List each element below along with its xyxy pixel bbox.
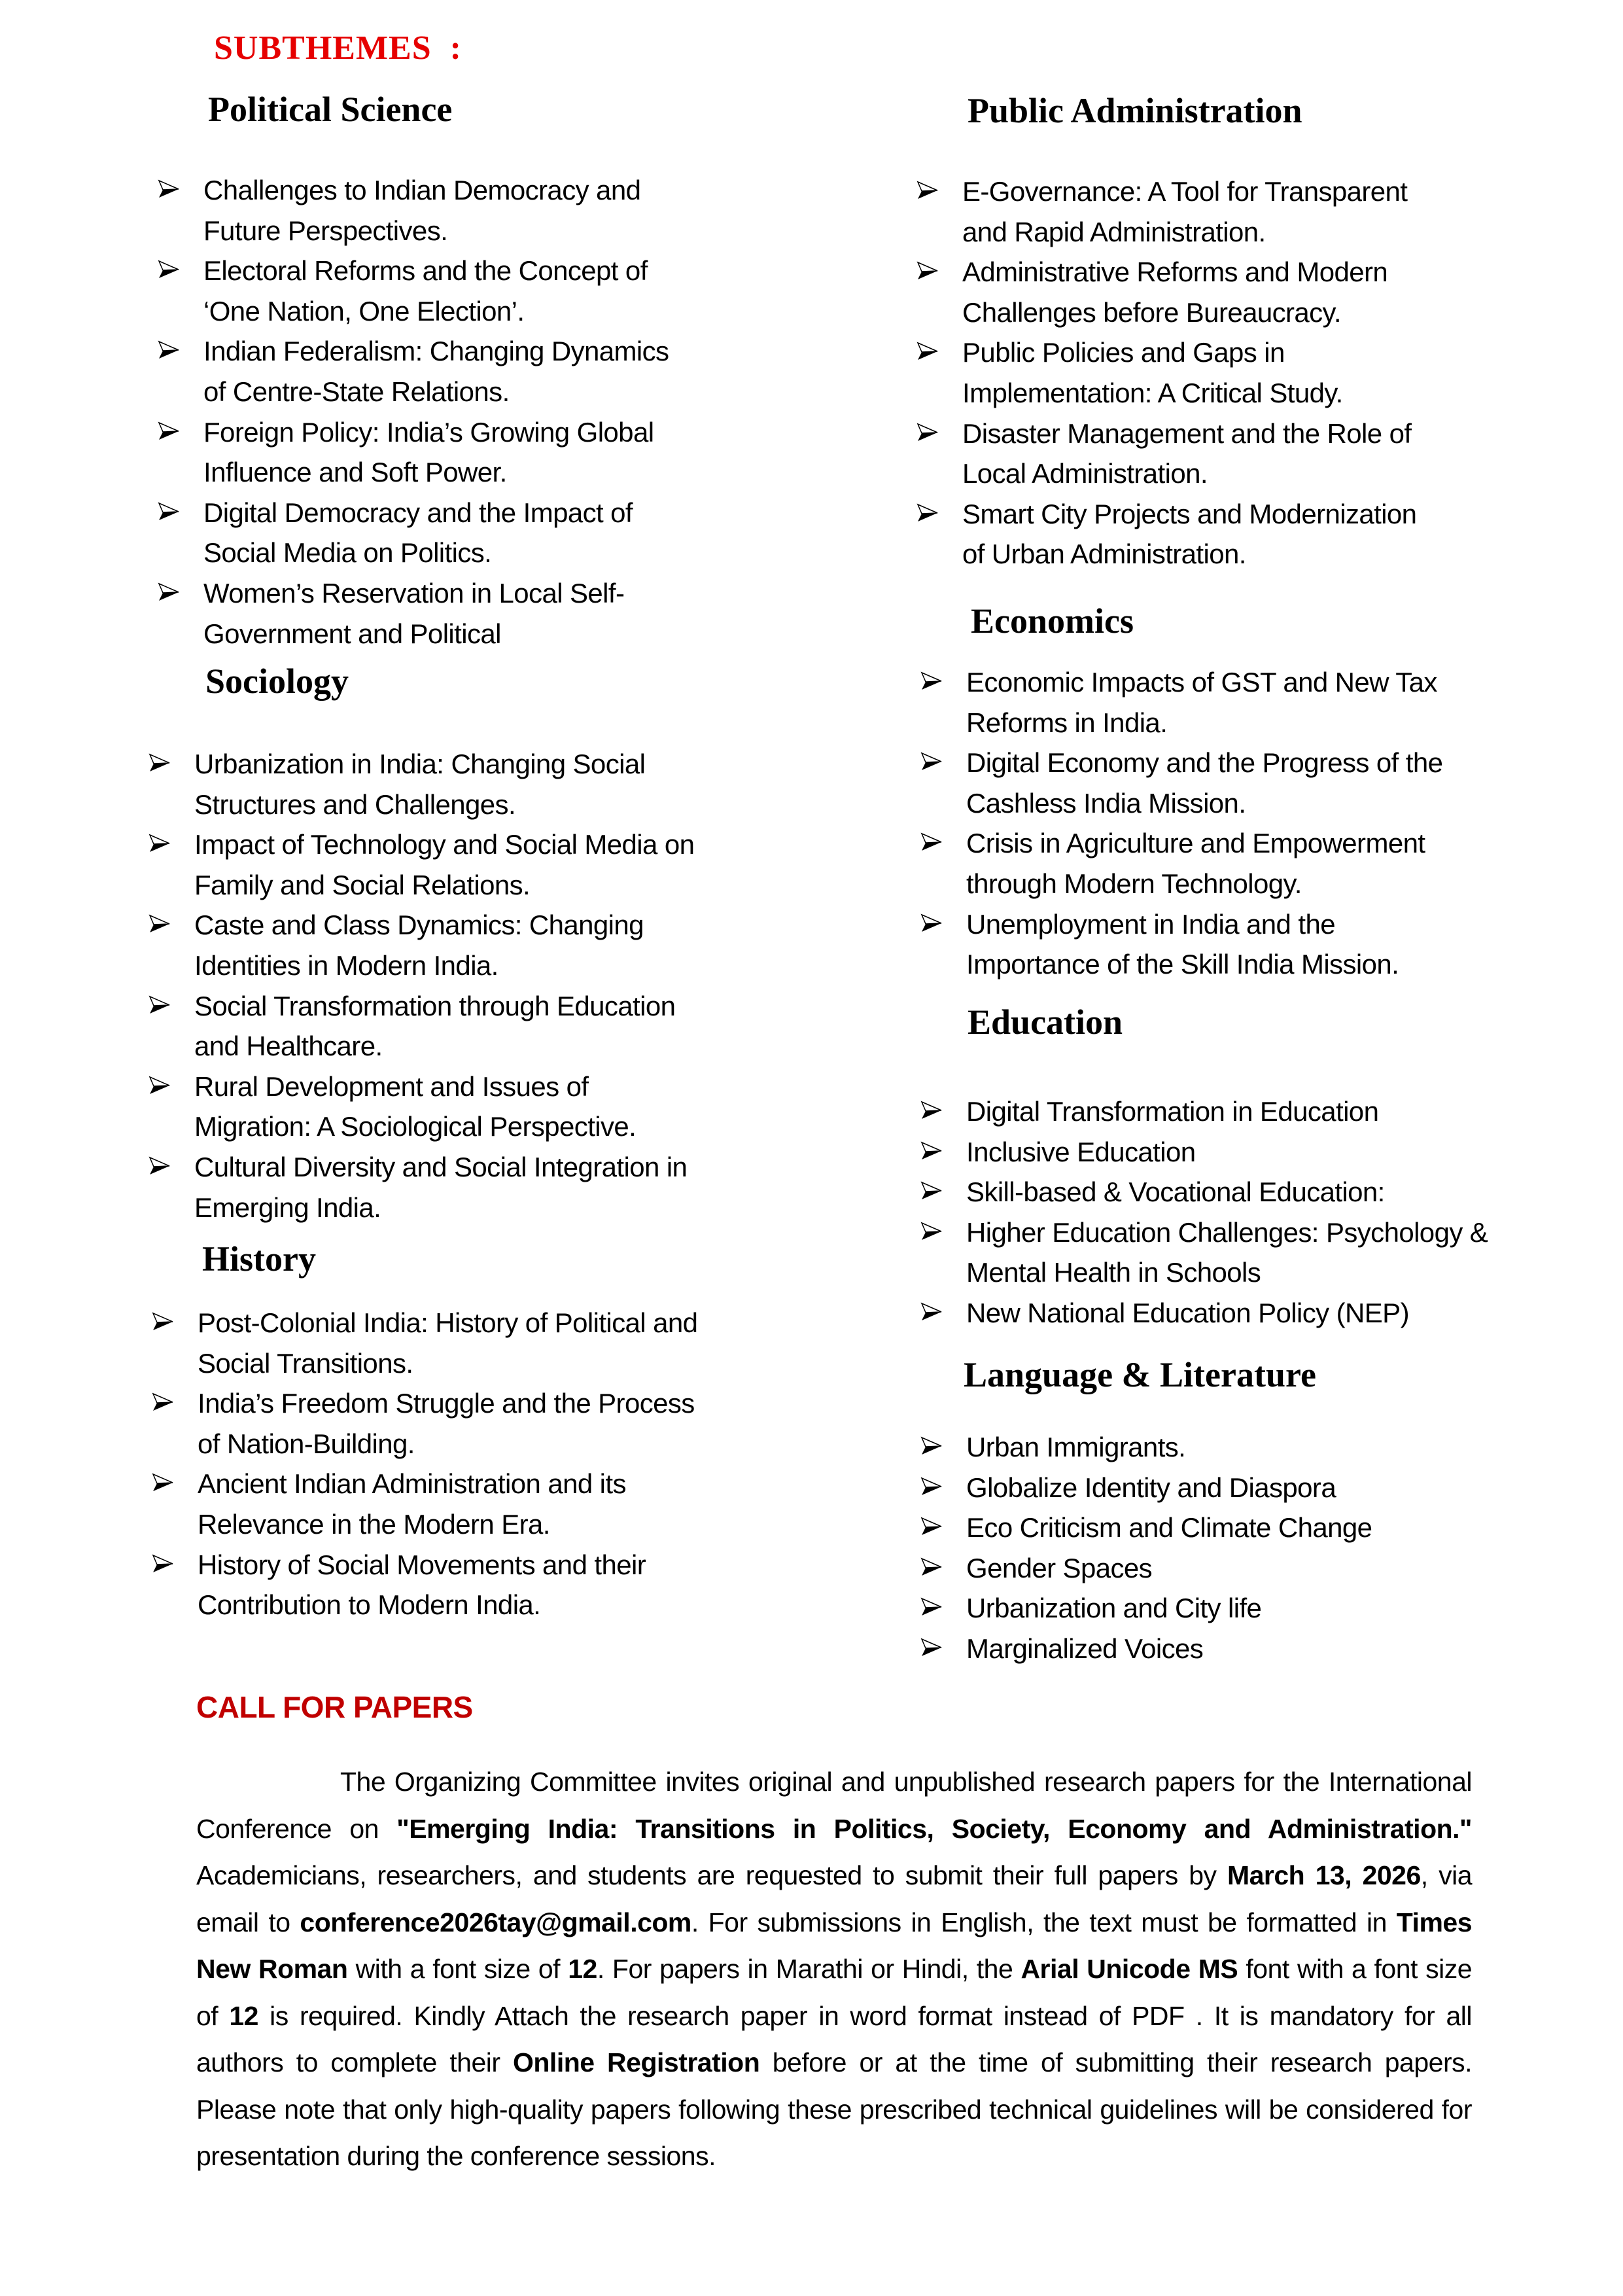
list-item-text: Urbanization and City life xyxy=(966,1593,1262,1624)
list-item-text: Post-Colonial India: History of Political and xyxy=(198,1307,698,1338)
list-item-text: Women’s Reservation in Local Self- xyxy=(203,577,625,609)
list-item-text: ‘One Nation, One Election’. xyxy=(203,295,525,327)
emphasis-text: conference2026tay@gmail.com xyxy=(300,1907,691,1937)
arrow-bullet-icon xyxy=(920,1302,943,1322)
list-item xyxy=(152,1545,839,1625)
paragraph-text: is required. Kindly Attach the research paper in word format instead of PDF . It is mandatory for all authors to complete their xyxy=(196,2000,1472,2077)
arrow-bullet-icon xyxy=(920,913,943,933)
emphasis-text: Times New Roman xyxy=(196,1907,1473,1984)
list-item-text: Impact of Technology and Social Media on xyxy=(194,829,695,860)
list-item-text: Implementation: A Critical Study. xyxy=(962,377,1343,408)
list-economics xyxy=(920,662,1607,985)
arrow-bullet-icon xyxy=(916,342,939,361)
list-item-text: Digital Transformation in Education xyxy=(966,1096,1379,1127)
list-item-text: Challenges before Bureaucracy. xyxy=(962,296,1341,328)
list-item-text: Emerging India. xyxy=(194,1192,381,1223)
list-item-text: Identities in Modern India. xyxy=(194,949,498,981)
list-item-text: Disaster Management and the Role of xyxy=(962,417,1412,449)
heading-history: History xyxy=(202,1239,316,1279)
list-item-text: Unemployment in India and the xyxy=(966,908,1335,940)
list-item xyxy=(920,1629,1607,1669)
arrow-bullet-icon xyxy=(920,1181,943,1201)
list-history xyxy=(152,1303,839,1625)
arrow-bullet-icon xyxy=(920,1436,943,1456)
list-item-text: Family and Social Relations. xyxy=(194,869,531,900)
list-item-text: of Urban Administration. xyxy=(962,539,1246,570)
list-item xyxy=(916,252,1571,332)
arrow-bullet-icon xyxy=(920,1101,943,1120)
list-item xyxy=(158,493,812,573)
arrow-bullet-icon xyxy=(148,914,171,934)
list-item-text: Gender Spaces xyxy=(966,1552,1153,1583)
list-item-text: Importance of the Skill India Mission. xyxy=(966,949,1399,980)
list-education xyxy=(920,1091,1607,1333)
subthemes-title: SUBTHEMES : xyxy=(214,29,462,67)
list-item xyxy=(920,1548,1607,1589)
heading-public-administration: Public Administration xyxy=(968,91,1302,130)
list-item xyxy=(916,414,1571,494)
emphasis-text: Online Registration xyxy=(513,2047,760,2077)
list-item-text: Cashless India Mission. xyxy=(966,787,1246,819)
emphasis-text: 12 xyxy=(229,2000,258,2031)
list-item xyxy=(148,824,835,905)
list-item-text: of Centre-State Relations. xyxy=(203,376,510,407)
list-item xyxy=(158,251,812,331)
list-item-text: Economic Impacts of GST and New Tax xyxy=(966,667,1437,698)
list-item xyxy=(920,1508,1607,1548)
arrow-bullet-icon xyxy=(158,340,180,360)
paragraph-text: font with a font size of xyxy=(196,1954,1473,2031)
list-item-text: of Nation-Building. xyxy=(198,1428,415,1459)
list-item-text: Government and Political xyxy=(203,618,501,649)
list-public-administration xyxy=(916,171,1571,574)
list-item-text: Digital Democracy and the Impact of xyxy=(203,497,633,528)
list-item xyxy=(920,1427,1607,1468)
arrow-bullet-icon xyxy=(148,1076,171,1095)
list-political-science xyxy=(158,170,812,654)
arrow-bullet-icon xyxy=(920,1222,943,1241)
arrow-bullet-icon xyxy=(158,502,180,521)
list-item-text: and Rapid Administration. xyxy=(962,216,1266,247)
emphasis-text: March 13, 2026 xyxy=(1227,1860,1421,1890)
list-item xyxy=(920,1172,1607,1212)
list-item-text: E-Governance: A Tool for Transparent xyxy=(962,176,1408,207)
list-item-text: Urban Immigrants. xyxy=(966,1432,1186,1462)
list-item-text: Foreign Policy: India’s Growing Global xyxy=(203,416,654,448)
heading-education: Education xyxy=(968,1002,1123,1042)
list-item xyxy=(920,1132,1607,1173)
list-item-text: Migration: A Sociological Perspective. xyxy=(194,1111,637,1142)
list-item-text: Globalize Identity and Diaspora xyxy=(966,1472,1336,1503)
list-item xyxy=(148,1147,835,1227)
list-item-text: Eco Criticism and Climate Change xyxy=(966,1512,1372,1544)
list-item-text: Social Media on Politics. xyxy=(203,537,492,569)
list-item-text: and Healthcare. xyxy=(194,1031,383,1062)
paragraph-text: . For papers in Marathi or Hindi, the xyxy=(597,1954,1021,1984)
list-item xyxy=(158,170,812,251)
list-item-text: Urbanization in India: Changing Social xyxy=(194,749,646,779)
arrow-bullet-icon xyxy=(152,1392,174,1412)
list-item-text: Electoral Reforms and the Concept of xyxy=(203,255,648,287)
paragraph-text: with a font size of xyxy=(347,1954,568,1984)
paragraph-text: , via email to xyxy=(196,1860,1472,1937)
paragraph-text: before or at the time of submitting their research papers. Please note that only high-quality papers following these prescribed technical guidelines will be considered for presentation during the conference sessions. xyxy=(196,2047,1472,2171)
list-item xyxy=(920,904,1607,985)
list-item-text: Reforms in India. xyxy=(966,707,1168,738)
arrow-bullet-icon xyxy=(920,1638,943,1657)
list-item xyxy=(920,743,1607,823)
arrow-bullet-icon xyxy=(148,753,171,773)
list-item-text: Public Policies and Gaps in xyxy=(962,337,1285,368)
list-item-text: Relevance in the Modern Era. xyxy=(198,1508,550,1540)
list-item-text: Digital Economy and the Progress of the xyxy=(966,747,1443,779)
list-item xyxy=(158,573,812,654)
list-item-text: History of Social Movements and their xyxy=(198,1549,646,1580)
paragraph-text: The Organizing Committee invites original and unpublished research papers for the International Conference on xyxy=(196,1767,1472,1844)
list-item xyxy=(158,412,812,493)
list-item xyxy=(916,332,1571,413)
arrow-bullet-icon xyxy=(158,582,180,602)
list-item-text: Administrative Reforms and Modern xyxy=(962,256,1388,288)
list-item xyxy=(920,1588,1607,1629)
list-item-text: Caste and Class Dynamics: Changing xyxy=(194,910,644,941)
arrow-bullet-icon xyxy=(916,423,939,442)
paragraph-text: . For submissions in English, the text must be formatted in xyxy=(691,1907,1397,1937)
list-item-text: Smart City Projects and Modernization xyxy=(962,498,1417,529)
list-item-text: Cultural Diversity and Social Integration in xyxy=(194,1151,688,1182)
arrow-bullet-icon xyxy=(148,1156,171,1176)
list-item xyxy=(158,331,812,412)
call-for-papers-heading: CALL FOR PAPERS xyxy=(196,1690,473,1724)
list-item-text: Local Administration. xyxy=(962,458,1208,489)
arrow-bullet-icon xyxy=(158,421,180,441)
list-item-text: Rural Development and Issues of xyxy=(194,1070,589,1102)
list-item-text: Contribution to Modern India. xyxy=(198,1589,541,1621)
heading-language-literature: Language & Literature xyxy=(964,1355,1316,1394)
paragraph-text: Academicians, researchers, and students are requested to submit their full papers by xyxy=(196,1860,1227,1890)
list-item-text: India’s Freedom Struggle and the Process xyxy=(198,1388,695,1419)
arrow-bullet-icon xyxy=(920,1141,943,1161)
list-item xyxy=(152,1383,839,1464)
emphasis-text: 12 xyxy=(568,1954,597,1984)
list-item xyxy=(920,1293,1607,1333)
list-item-text: Skill-based & Vocational Education: xyxy=(966,1176,1385,1208)
arrow-bullet-icon xyxy=(152,1312,174,1332)
list-item xyxy=(916,494,1571,574)
arrow-bullet-icon xyxy=(920,752,943,771)
list-item xyxy=(152,1303,839,1383)
arrow-bullet-icon xyxy=(148,834,171,853)
list-language-literature xyxy=(920,1427,1607,1669)
heading-political-science: Political Science xyxy=(208,90,453,129)
arrow-bullet-icon xyxy=(920,1517,943,1536)
list-item xyxy=(920,1091,1607,1132)
list-item xyxy=(920,1468,1607,1508)
list-item-text: Influence and Soft Power. xyxy=(203,457,507,488)
emphasis-text: Arial Unicode MS xyxy=(1021,1954,1238,1984)
list-item xyxy=(148,986,835,1067)
list-item xyxy=(148,744,835,824)
list-item-text: Challenges to Indian Democracy and xyxy=(203,175,641,205)
arrow-bullet-icon xyxy=(920,671,943,691)
arrow-bullet-icon xyxy=(152,1473,174,1492)
list-item xyxy=(152,1464,839,1544)
list-item-text: Marginalized Voices xyxy=(966,1633,1204,1664)
heading-economics: Economics xyxy=(971,601,1134,641)
arrow-bullet-icon xyxy=(920,1477,943,1496)
arrow-bullet-icon xyxy=(916,181,939,200)
heading-sociology: Sociology xyxy=(205,662,349,701)
list-item-text: Social Transformation through Education xyxy=(194,990,676,1021)
arrow-bullet-icon xyxy=(158,260,180,279)
list-item xyxy=(920,1212,1607,1293)
list-item xyxy=(148,1067,835,1147)
list-item xyxy=(916,171,1571,252)
list-item xyxy=(148,905,835,985)
arrow-bullet-icon xyxy=(920,1557,943,1577)
list-item-text: Future Perspectives. xyxy=(203,215,448,246)
list-item-text: Structures and Challenges. xyxy=(194,788,516,820)
arrow-bullet-icon xyxy=(920,832,943,852)
arrow-bullet-icon xyxy=(148,995,171,1015)
arrow-bullet-icon xyxy=(920,1597,943,1617)
list-item-text: Crisis in Agriculture and Empowerment xyxy=(966,828,1425,859)
list-item xyxy=(920,823,1607,904)
list-item-text: Higher Education Challenges: Psychology & xyxy=(966,1216,1488,1248)
arrow-bullet-icon xyxy=(916,261,939,281)
list-item xyxy=(920,662,1607,743)
emphasis-text: "Emerging India: Transitions in Politics, Society, Economy and Administration." xyxy=(396,1813,1472,1844)
list-item-text: New National Education Policy (NEP) xyxy=(966,1297,1409,1328)
list-item-text: Ancient Indian Administration and its xyxy=(198,1468,626,1500)
list-item-text: Mental Health in Schools xyxy=(966,1257,1261,1288)
list-sociology xyxy=(148,744,835,1227)
list-item-text: through Modern Technology. xyxy=(966,868,1302,899)
arrow-bullet-icon xyxy=(916,503,939,523)
list-item-text: Inclusive Education xyxy=(966,1136,1196,1167)
arrow-bullet-icon xyxy=(158,179,180,199)
list-item-text: Indian Federalism: Changing Dynamics xyxy=(203,336,669,367)
call-for-papers-paragraph xyxy=(196,1759,1472,2180)
arrow-bullet-icon xyxy=(152,1554,174,1574)
list-item-text: Social Transitions. xyxy=(198,1347,413,1379)
